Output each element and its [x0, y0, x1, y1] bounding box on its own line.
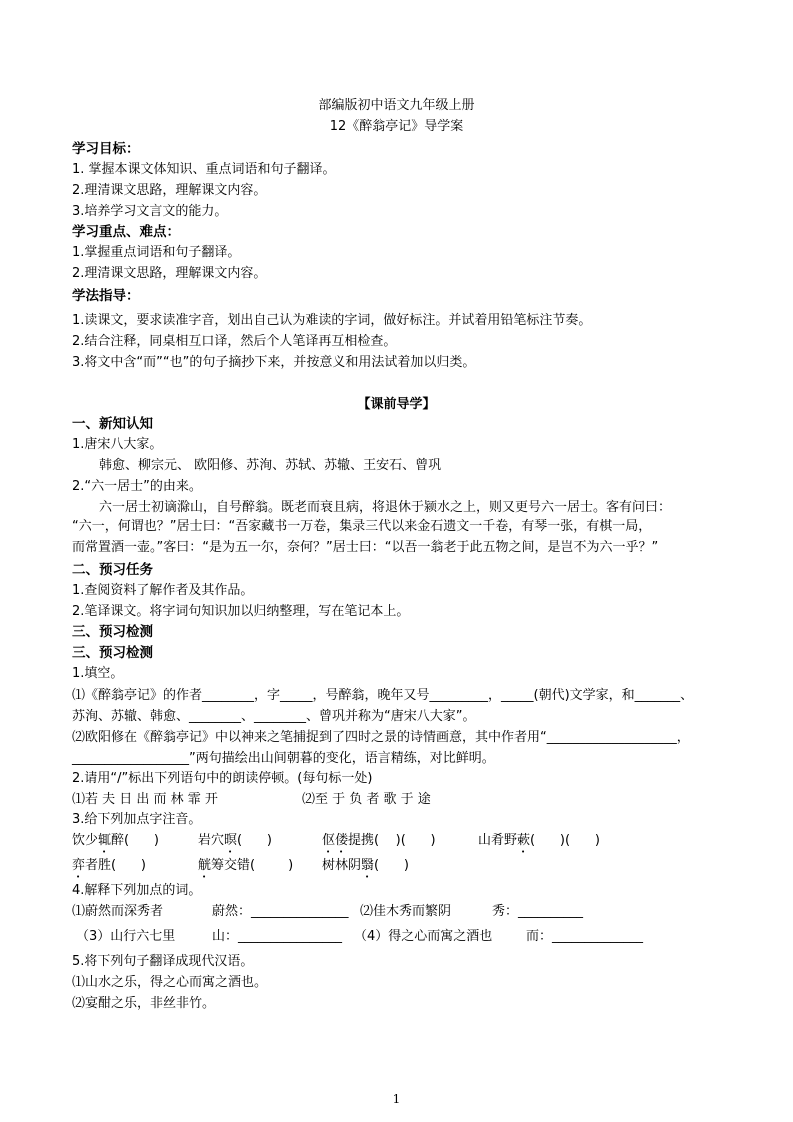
- liuyi-text-line: “六一，何谓也？”居士曰：“吾家藏书一万卷，集录三代以来金石遗文一千卷，有琴一张，有棋一局，: [72, 519, 652, 534]
- tang-song-names: 韩愈、柳宗元、 欧阳修、苏洵、苏轼、苏辙、王安石、曾巩: [99, 458, 442, 473]
- explain-question: ⑴蔚然而深秀者: [72, 904, 164, 919]
- pinyin-item: 伛偻提携( )( ): [322, 833, 436, 848]
- pinyin-item: 觥筹交错( ): [198, 858, 294, 873]
- pause-label: 2.请用“/”标出下列语句中的朗读停顿。(每句标一处): [72, 771, 373, 786]
- method-heading: 学法指导：: [72, 288, 140, 304]
- explain-answer: 山：________________: [212, 929, 343, 944]
- document-subtitle: 12《醉翁亭记》导学案: [329, 119, 464, 134]
- keypoint-item: 2.理清课文思路，理解课文内容。: [72, 266, 267, 281]
- pinyin-item: 岩穴暝( ): [198, 833, 272, 848]
- method-item: 2.结合注释，同桌相互口译，然后个人笔译再互相检查。: [72, 334, 397, 349]
- fill-line: ⑵欧阳修在《醉翁亭记》中以神来之笔捕捉到了四时之景的诗情画意，其中作者用“____________________，: [72, 730, 690, 745]
- explain-question: （3）山行六七里: [76, 929, 176, 944]
- keypoints-heading: 学习重点、难点：: [72, 224, 180, 240]
- pause-question-2: ⑵至 于 负 者 歌 于 途: [302, 792, 431, 807]
- document-title: 部编版初中语文九年级上册: [318, 98, 475, 113]
- task-item: 2.笔译课文。将字词句知识加以归纳整理，写在笔记本上。: [72, 604, 410, 619]
- pinyin-item: 饮少辄醉( ): [72, 833, 159, 848]
- method-item: 1.读课文，要求读准字音，划出自己认为难读的字词，做好标注。并试着用铅笔标注节奏。: [72, 313, 592, 328]
- explain-answer: 秀：__________: [492, 904, 584, 919]
- liuyi-text-line: 六一居士初谪滁山，自号醉翁。既老而衰且病，将退休于颍水之上，则又更号六一居士。客有问曰：: [99, 500, 672, 515]
- fill-line: ⑴《醉翁亭记》的作者________，字_____，号醉翁，晚年又号_________，_____(朝代)文学家，和_______、: [72, 688, 694, 703]
- translate-item: ⑴山水之乐，得之心而寓之酒也。: [72, 975, 268, 990]
- translate-label: 5.将下列句子翻译成现代汉语。: [72, 954, 254, 969]
- objective-item: 3.培养学习文言文的能力。: [72, 204, 228, 219]
- pinyin-item: 山肴野蔌( )( ): [478, 833, 600, 848]
- preview-section-title: 【课前导学】: [357, 397, 436, 412]
- translate-item: ⑵宴酣之乐，非丝非竹。: [72, 996, 216, 1011]
- tang-song-label: 1.唐宋八大家。: [72, 437, 163, 452]
- pinyin-item: 弈者胜( ): [72, 858, 146, 873]
- part2-heading: 二、预习任务: [72, 562, 153, 578]
- part3-heading: 三、预习检测: [72, 645, 153, 661]
- objectives-heading: 学习目标：: [72, 141, 140, 157]
- fill-line: 苏洵、苏辙、韩愈、________、________、曾巩并称为“唐宋八大家”。: [72, 709, 476, 724]
- part1-heading: 一、新知认知: [72, 416, 153, 432]
- explain-answer: 而：______________: [526, 929, 644, 944]
- fill-label: 1.填空。: [72, 666, 124, 681]
- keypoint-item: 1.掌握重点词语和句子翻译。: [72, 245, 241, 260]
- explain-answer: 蔚然：_______________: [212, 904, 349, 919]
- part3-heading: 三、预习检测: [72, 624, 153, 640]
- task-item: 1.查阅资料了解作者及其作品。: [72, 583, 254, 598]
- pinyin-label: 3.给下列加点字注音。: [72, 812, 202, 827]
- objective-item: 2.理清课文思路，理解课文内容。: [72, 183, 267, 198]
- pause-question-1: ⑴若 夫 日 出 而 林 霏 开: [72, 792, 218, 807]
- liuyi-text-line: 而常置酒一壶。”客曰：“是为五一尔，奈何？”居士曰：“以吾一翁老于此五物之间，是岂不为六一乎？”: [72, 540, 659, 555]
- liuyi-label: 2.“六一居士”的由来。: [72, 479, 202, 494]
- explain-question: ⑵佳木秀而繁阴: [360, 904, 452, 919]
- objective-item: 1. 掌握本课文体知识、重点词语和句子翻译。: [72, 162, 336, 177]
- explain-label: 4.解释下列加点的词。: [72, 883, 202, 898]
- page-number: 1: [392, 1092, 401, 1106]
- pinyin-item: 树林阴翳( ): [322, 858, 409, 873]
- explain-question: （4）得之心而寓之酒也: [354, 929, 493, 944]
- fill-line: __________________”两句描绘出山间朝暮的变化，语言精练，对比鲜明。: [72, 751, 495, 766]
- method-item: 3.将文中含“而”“也”的句子摘抄下来，并按意义和用法试着加以归类。: [72, 355, 476, 370]
